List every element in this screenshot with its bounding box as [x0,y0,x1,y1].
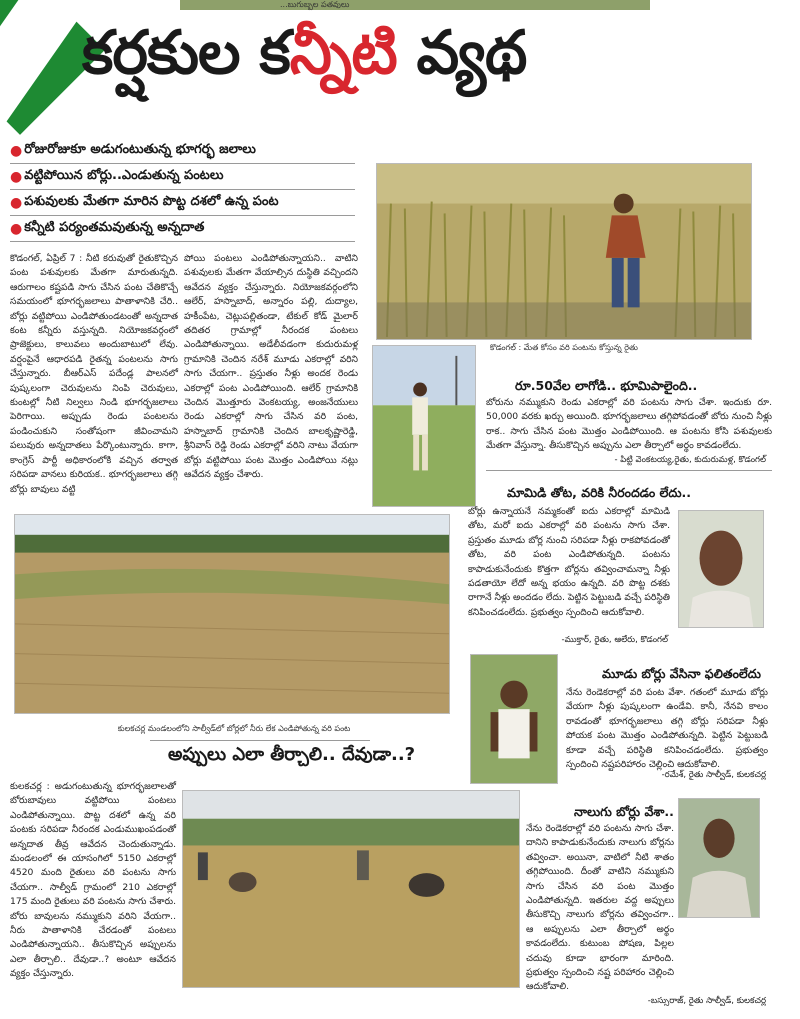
story5-byline: -బస్సురాజ్, రైతు సాల్వీడ్, కులకచర్ల [647,996,766,1006]
headline-part2: వ్యథ [396,18,527,88]
story3-heading: మూడు బోర్లు వేసినా ఫలితంలేదు [602,666,761,681]
story2-heading: మామిడి తోట, వరికి నీరందడం లేదు.. [507,485,692,500]
bullet-dot-icon: ● [10,168,23,185]
story4-heading: అప్పులు ఎలా తీర్చాలి.. దేవుడా..? [168,744,416,765]
story1-byline: - పిట్టి వెంకటయ్య,రైతు, కుదురుమళ్ల, కొడంగల్ [614,455,766,465]
story2-body: బోర్లు ఉన్నాయనే నమ్మకంతో ఐదు ఎకరాల్లో మామిడి తోట, మరో ఐదు ఎకరాల్లో వరి పంటను సాగు చేశా. ప్రస్తుతం మూడు బోర్ల నుంచి సరిపడా నీళ్లు రాకపోవడంతో తోట, వరి పంట ఎండిపోతున్నది. పంటను కాపాడుకునేందుకు కొత్తగా బోర్లను తవ్వించామన్నా నీళ్లు పడతాయో లేదో అన్న భయం ఉన్నది. వరి పొట్ట దశకు రాగానే నీళ్లు అందడం లేదు. పెట్టిన పెట్టుబడి వచ్చే పరిస్థితి కనిపించడంలేదు. ప్రభుత్వం స్పందించి ఆదుకోవాలి. [468,506,670,618]
story3-byline: -రమేశ్, రైతు సాల్వీడ్, కులకచర్ల [661,770,766,780]
farmer-harvest-photo [376,163,752,340]
story1-body: బోరును నమ్ముకుని రెండు ఎకరాల్లో వరి పంటను సాగు చేశా. ఇందుకు రూ. 50,000 వరకు ఖర్చు అయింది. భూగర్భజలాలు తగ్గిపోవడంతో బోరు నుంచి నీళ్లు రాక.. సాగు చేసిన పంట మొత్తం ఎండిపోయింది. ఆ పంటను కోసి పశువులకు మేతగా వేస్తున్నా. తీసుకొచ్చిన అప్పును ఎలా తీర్చాలో అర్థం కావడంలేదు. [486,397,772,452]
bullet-item: ● వట్టిపోయిన బోర్లు..ఎండుతున్న పంటలు [10,164,355,190]
headline-part1: కర్షకుల క [82,18,290,88]
bullet-item: ● కన్నీటి పర్యంతమవుతున్న అన్నదాత [10,216,355,242]
article-column-2: పోయి పంటలు ఎండిపోతున్నాయని.. వాటిని పశువులకు మేతగా వేయాల్సిన దుస్థితి వచ్చిందని ఆవేదన వ్యక్తం చేస్తున్నారు. నియోజకవర్గంలోని ఆలేర్, హస్నాబాద్, అన్నారం పల్లి, దుద్యాల, హకీంపేట, చెట్లుపల్లితండా, టేకుల్ కోడ్ మైలార్ తదితర గ్రామాల్లో నీరందక పంటలు ఎండిపోతున్నాయి. అడేలీవడంగా కుదురుమళ్ల గ్రామానికి చెందిన నరేశ్ మూడు ఎకరాల్లో వరిని సాగు చేయగా.. ప్రస్తుతం నీళ్లు అందక రెండు ఎకరాల్లో పంట ఎండిపోయింది. ఆలేర్ గ్రామానికి చెందిన మొత్తూరు వెంకటయ్య, అంజనేయులు రెండు ఎకరాల్లో సాగు చేసిన వరి పంట, హస్నాబాద్ గ్రామానికి చెందిన బాలకృష్ణారెడ్డి, శ్రీనివాస్ రెడ్డి రెండు ఎకరాల్లో వరిని నాటు వేయగా బోర్లు వట్టిపోయి పంట మొత్తం ఎండిపోయి నట్లు ఆవేదన వ్యక్తం చేశారు. [184,253,358,481]
dry-field-caption: కులకచర్ల మండలంలోని సాల్వీడ్‌లో బోర్లలో నీరు లేక ఎండిపోతున్న వరి పంట [117,724,351,733]
ramesh-portrait-photo [470,654,558,784]
story1-heading: రూ.50వేల లాగోడి.. భూమిపాలైంది.. [515,378,698,393]
top-photo-strip [180,0,650,10]
divider [486,470,772,471]
basavaraj-portrait-photo [678,798,760,918]
top-strip-text: ...బుగుబ్బల పతవులు [280,0,350,9]
dry-field-photo [14,514,450,714]
muktar-portrait-photo [678,510,764,628]
article-column-1: కొడంగల్, ఏప్రిల్ 7 : నీటి కరువుతో రైతుకొచ్చిన పంట పశువులకు మేతగా మారుతున్నది. ఆరుగాలం కష్టపడి సాగు చేసిన పంట చేతికొచ్చే సమయంలో భూగర్భజలాలు పాతాళానికి చేరి.. బోర్లు వట్టిపోయి ఎండిపోతుండటంతో అన్నదాత కంట కన్నీరు వస్తున్నది. నియోజకవర్గంలో ప్రాజెక్టులు, కాలువలు అందుబాటులో లేవు. వర్షంపైనే ఆధారపడి రైతన్న పంటలను సాగు చేస్తున్నారు. బీఆర్ఎస్ పదేండ్ల పాలనలో పుష్కలంగా చెరువులను నింపి చెరువులు, కుంటల్లో నీటి నిల్వలు నిండి భూగర్భజలాలు పెరిగాయి. అప్పుడు రెండు పంటలను పండించుకుని సంతోషంగా జీవించామని పలువురు అన్నదాతలు పేర్కొంటున్నారు. కాగా, కాంగ్రెస్ పార్టీ అధికారంలోకి వచ్చిన తర్వాత సరిపడా వానలు కురియక.. భూగర్భజలాలు తగ్గి బోర్లు బావులు వట్టి [10,253,178,495]
headline-red: న్నీటి [289,18,397,88]
bullet-dot-icon: ● [10,194,23,211]
bullet-dot-icon: ● [10,220,23,237]
bullet-item: ● పశువులకు మేతగా మారిన పొట్ట దశలో ఉన్న పంట [10,190,355,216]
story3-body: నేను రెండెకరాల్లో వరి పంట వేశా. గతంలో మూడు బోర్లు వేయగా నీళ్లు పుష్కలంగా ఉండేవి. కానీ, నేనవి కాలం రావడంతో భూగర్భజలాలు తగ్గి బోర్లు సరిపడా నీళ్లు పోయక పంట మొత్తం ఎండిపోతున్నది. పెట్టిన పెట్టుబడి కూడా వచ్చే పరిస్థితి కనిపించడంలేదు. ప్రభుత్వం స్పందించి నష్టపరిహారం చెల్లించి ఆదుకోవాలి. [566,687,768,771]
story5-body: నేను రెండెకరాల్లో వరి పంటను సాగు చేశా. దానిని కాపాడుకునేందుకు నాలుగు బోర్లను తవ్వించా. అయినా, వాటిలో నీటి శాతం తగ్గిపోయింది. దీంతో వాటిని నమ్ముకుని సాగు చేసిన వరి పంట మొత్తం ఎండిపోతున్నది. ఇతరుల వద్ద అప్పులు తీసుకొచ్చి నాలుగు బోర్లను తవ్వించగా.. ఆ అప్పులను ఎలా తీర్చాలో అర్థం కావడంలేదు. కుటుంబ పోషణ, పిల్లల చదువు కూడా భారంగా మారింది. ప్రభుత్వం స్పందించి నష్ట పరిహారం చెల్లించి ఆదుకోవాలి. [526,823,674,993]
bullet-dot-icon: ● [10,142,23,159]
divider [150,740,370,741]
farmer-photo-caption: కొడంగల్ : మేత కోసం వరి పంటను కోస్తున్న రైతు [490,343,638,352]
standing-farmer-photo [372,345,476,507]
headline [82,18,526,102]
bullet-item: ● రోజురోజుకూ అడుగంటుతున్న భూగర్భ జలాలు [10,138,355,164]
story5-heading: నాలుగు బోర్లు వేశా.. [574,804,674,819]
bullet-list [10,138,355,242]
ploughing-field-photo [182,790,520,988]
story4-body: కులకచర్ల : అడుగంటుతున్న భూగర్భజలాలతో బోరుబావులు వట్టిపోయి పంటలు ఎండిపోతున్నాయి. పొట్ట దశలో ఉన్న వరి పంటకు సరిపడా నీరందక ఎండుముఖంపడంతో అన్నదాత తీవ్ర ఆవేదన చెందుతున్నాడు. మండలంలో ఈ యాసంగిలో 5150 ఎకరాల్లో 4520 మంది రైతులు వరి పంటను సాగు చేయగా.. సాల్వీడ్ గ్రామంలో 210 ఎకరాల్లో 175 మంది రైతులు వరి పంటను సాగు చేశారు. బోరు బావులను నమ్ముకుని వరిని వేయగా.. నీరు పాతాళానికి చేరడంతో పంటలు ఎండిపోతున్నాయని.. తీసుకొచ్చిన అప్పులను ఎలా తీర్చాలి.. దేవుడా..? అంటూ ఆవేదన వ్యక్తం చేస్తున్నారు. [10,781,176,980]
story2-byline: -ముక్తార్, రైతు, ఆలేరు, కొడంగల్ [561,635,668,645]
